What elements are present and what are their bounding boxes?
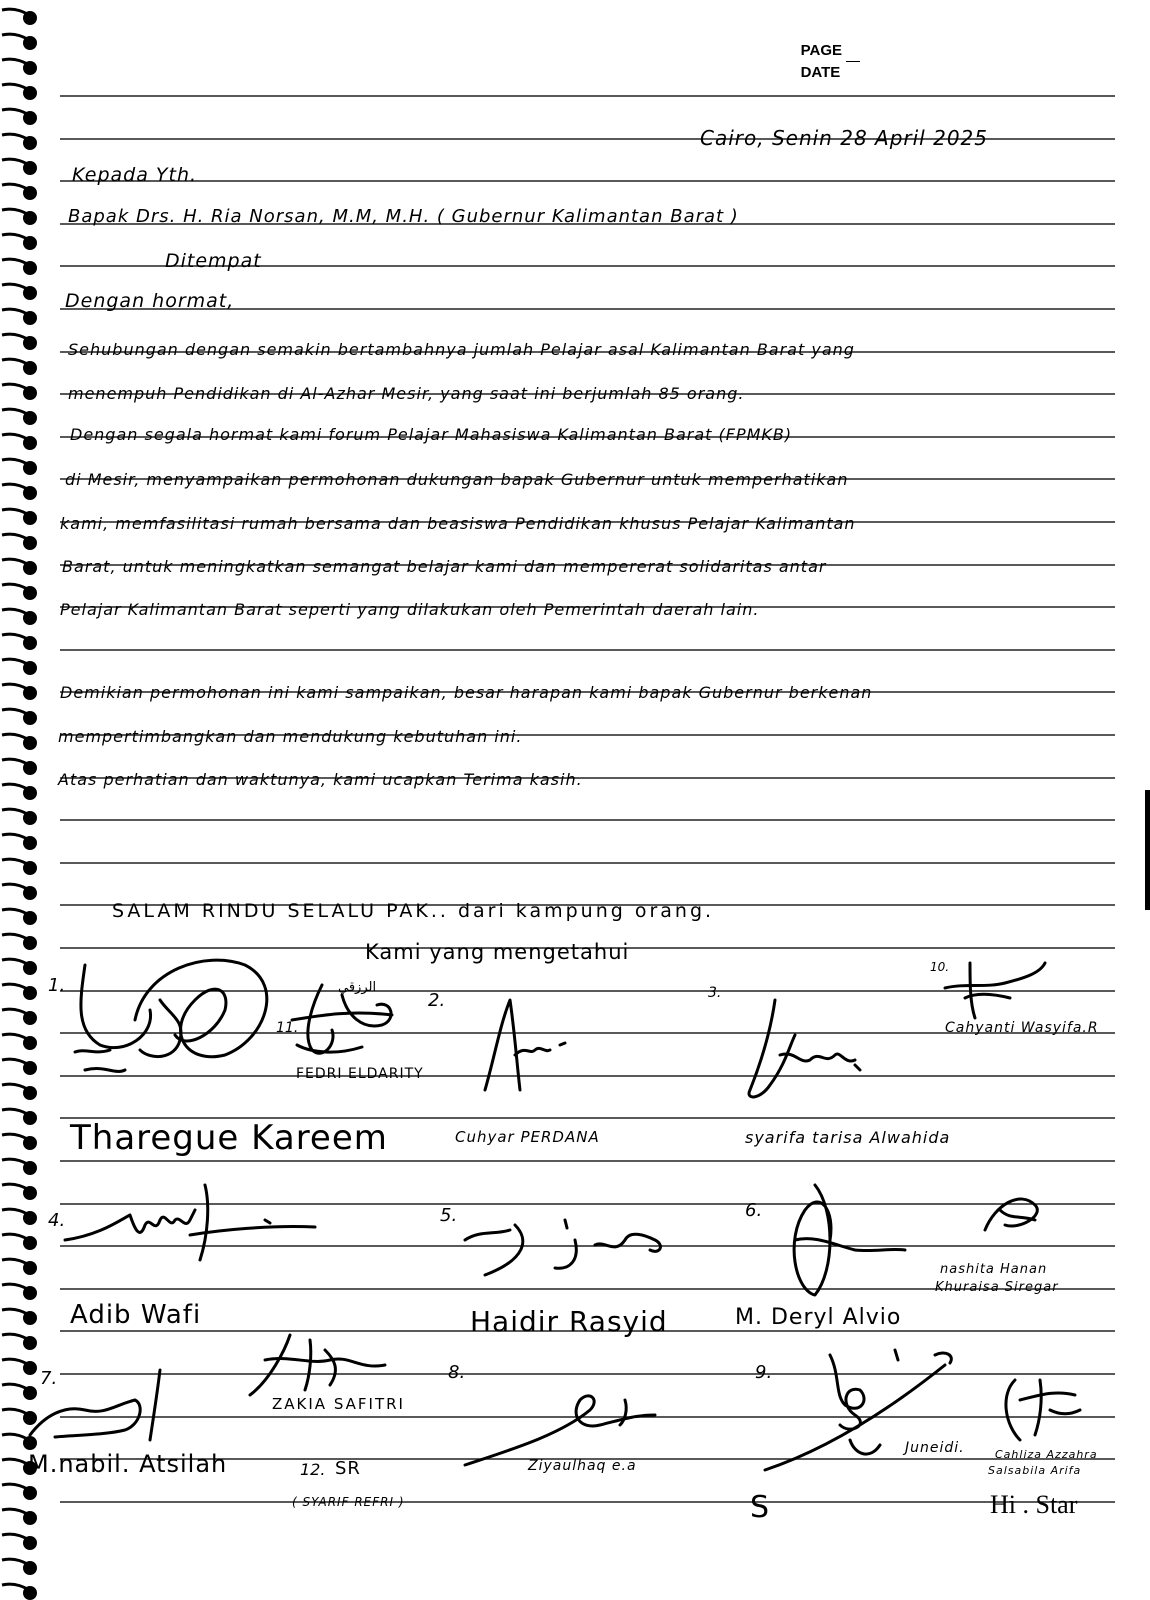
sig-number-1: 1. xyxy=(48,975,66,996)
name-8: Ziyaulhaq e.a xyxy=(528,1458,637,1474)
salutation: Dengan hormat, xyxy=(65,290,235,312)
name-5: Haidir Rasyid xyxy=(470,1305,668,1338)
name-2: Cuhyar PERDANA xyxy=(455,1128,600,1146)
signature-9b xyxy=(995,1370,1085,1450)
signature-2 xyxy=(475,995,575,1095)
closing-line-2: mempertimbangkan dan mendukung kebutuhan ini. xyxy=(58,727,523,746)
signature-1 xyxy=(55,940,275,1090)
name-10: Cahyanti Wasyifa.R xyxy=(945,1020,1099,1036)
acknowledgement: Kami yang mengetahui xyxy=(365,940,630,964)
sig-number-8: 8. xyxy=(448,1362,466,1383)
sig-number-6: 6. xyxy=(745,1200,763,1221)
name-9b-line1: Cahliza Azzahra xyxy=(995,1448,1098,1461)
body-line-2: menempuh Pendidikan di Al-Azhar Mesir, yang saat ini berjumlah 85 orang. xyxy=(68,384,745,403)
closing-line-3: Atas perhatian dan waktunya, kami ucapkan Terima kasih. xyxy=(58,770,583,789)
signature-10 xyxy=(935,958,1055,1028)
sig-number-9: 9. xyxy=(755,1362,773,1383)
body-line-3: Dengan segala hormat kami forum Pelajar Mahasiswa Kalimantan Barat (FPMKB) xyxy=(70,425,793,444)
signature-5 xyxy=(455,1200,675,1280)
sig-number-10: 10. xyxy=(930,960,950,974)
location: Ditempat xyxy=(165,250,262,272)
date-label: DATE xyxy=(800,64,841,81)
signature-zakia xyxy=(240,1330,390,1405)
name-11: FEDRI ELDARITY xyxy=(296,1066,424,1082)
sig-number-12: 12. xyxy=(300,1460,326,1479)
recipient-to: Kepada Yth. xyxy=(72,164,198,186)
name-6b-line2: Khuraisa Siregar xyxy=(935,1280,1059,1295)
initials-12: SR xyxy=(335,1458,361,1479)
signature-3 xyxy=(740,995,880,1105)
extra-mark: S xyxy=(750,1490,771,1525)
signature-9a xyxy=(760,1345,960,1485)
body-line-4: di Mesir, menyampaikan permohonan dukungan bapak Gubernur untuk memperhatikan xyxy=(65,470,849,489)
name-6: M. Deryl Alvio xyxy=(735,1305,902,1330)
signature-6 xyxy=(775,1180,915,1300)
sig-number-7: 7. xyxy=(40,1368,58,1389)
body-line-1: Sehubungan dengan semakin bertambahnya jumlah Pelajar asal Kalimantan Barat yang xyxy=(68,340,855,359)
addressee: Bapak Drs. H. Ria Norsan, M.M, M.H. ( Gubernur Kalimantan Barat ) xyxy=(68,206,739,227)
name-12: ( SYARIF REFRI ) xyxy=(292,1495,405,1509)
page-edge-mark xyxy=(1145,790,1150,910)
place-date: Cairo, Senin 28 April 2025 xyxy=(700,126,988,150)
body-line-7: Pelajar Kalimantan Barat seperti yang dilakukan oleh Pemerintah daerah lain. xyxy=(60,600,760,619)
name-1: Tharegue Kareem xyxy=(70,1118,388,1158)
name-9a: Juneidi. xyxy=(905,1440,965,1456)
body-line-6: Barat, untuk meningkatkan semangat belajar kami dan mempererat solidaritas antar xyxy=(62,557,827,576)
sig-number-4: 4. xyxy=(48,1210,66,1231)
body-line-5: kami, memfasilitasi rumah bersama dan beasiswa Pendidikan khusus Pelajar Kalimantan xyxy=(60,514,856,533)
name-3: syarifa tarisa Alwahida xyxy=(745,1128,951,1147)
stamp-text: Hi . Star xyxy=(990,1490,1078,1519)
name-9b-line2: Salsabila Arifa xyxy=(988,1464,1082,1477)
name-4: Adib Wafi xyxy=(70,1300,202,1330)
greeting: SALAM RINDU SELALU PAK.. dari kampung orang. xyxy=(112,900,715,922)
page-label: PAGE xyxy=(800,42,842,59)
signature-4 xyxy=(60,1175,320,1265)
name-zakia: ZAKIA SAFITRI xyxy=(272,1395,405,1413)
signature-7 xyxy=(25,1365,185,1445)
sig-number-5: 5. xyxy=(440,1205,458,1226)
sig-number-3: 3. xyxy=(708,985,722,1001)
name-7: M.nabil. Atsilah xyxy=(28,1450,228,1478)
arabic-signature: الرزقي xyxy=(338,980,377,995)
closing-line-1: Demikian permohonan ini kami sampaikan, besar harapan kami bapak Gubernur berkenan xyxy=(60,683,873,702)
sig-number-2: 2. xyxy=(428,990,446,1011)
signature-6b xyxy=(975,1185,1055,1245)
page-date-header xyxy=(801,40,860,84)
sig-number-11: 11. xyxy=(276,1020,299,1036)
name-6b-line1: nashita Hanan xyxy=(940,1262,1048,1277)
